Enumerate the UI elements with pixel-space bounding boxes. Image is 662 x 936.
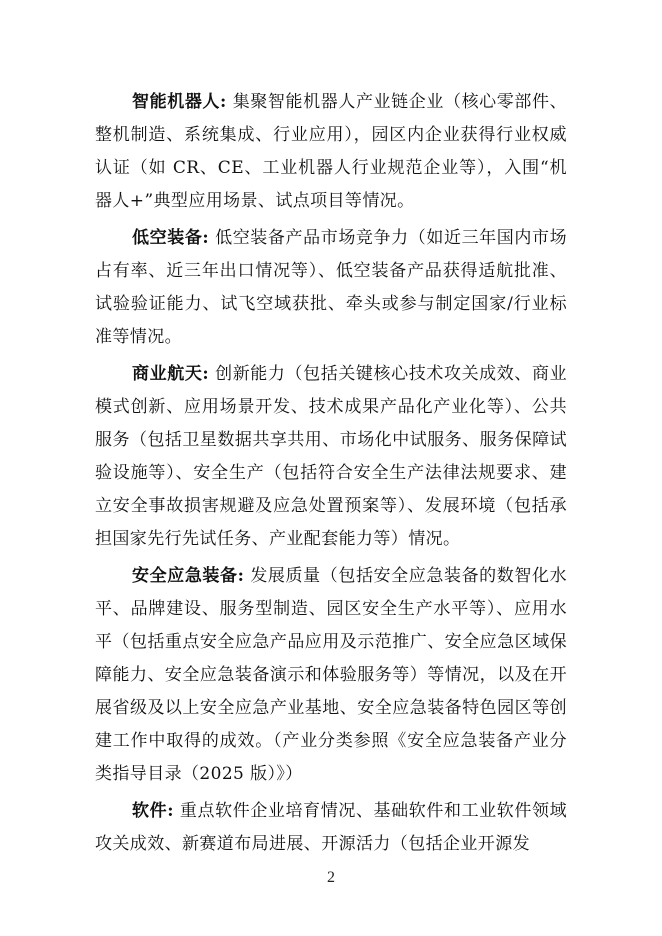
paragraph-lead: 安全应急装备: (132, 566, 245, 586)
paragraph-text: 创新能力（包括关键核心技术攻关成效、商业模式创新、应用场景开发、技术成果产品化产业化等）、公共服务（包括卫星数据共享共用、市场化中试服务、服务保障试验设施等）、安全生产（包括符合安全生产法律法规要求、建立安全事故损害规避及应急处置预案等）、发展环境（包括承担国家先行先试任务、产业配套能力等）情况。 (95, 364, 567, 549)
paragraph-text: 低空装备产品市场竞争力（如近三年国内市场占有率、近三年出口情况等）、低空装备产品获得适航批准、试验验证能力、试飞空域获批、牵头或参与制定国家/行业标准等情况。 (95, 228, 567, 347)
paragraph-text: 发展质量（包括安全应急装备的数智化水平、品牌建设、服务型制造、园区安全生产水平等）、应用水平（包括重点安全应急产品应用及示范推广、安全应急区域保障能力、安全应急装备演示和体验服务等）等情况，以及在开展省级及以上安全应急产业基地、安全应急装备特色园区等创建工作中取得的成效。（产业分类参照《安全应急装备产业分类指导目录（2025 版）》） (95, 566, 567, 784)
paragraph-lead: 智能机器人: (132, 92, 227, 112)
paragraph-intelligent-robots (95, 86, 567, 218)
paragraph-lead: 商业航天: (132, 364, 210, 384)
paragraph-safety-emergency-equipment (95, 560, 567, 791)
document-body (95, 86, 567, 865)
paragraph-commercial-aerospace (95, 358, 567, 556)
paragraph-software (95, 795, 567, 861)
paragraph-low-altitude-equipment (95, 222, 567, 354)
paragraph-lead: 低空装备: (132, 228, 210, 248)
paragraph-lead: 软件: (132, 801, 174, 821)
page-number: 2 (327, 869, 335, 886)
paragraph-text: 集聚智能机器人产业链企业（核心零部件、整机制造、系统集成、行业应用），园区内企业获得行业权威认证（如 CR、CE、工业机器人行业规范企业等），入围“机器人+”典型应用场景、试点项目等情况。 (95, 92, 567, 211)
paragraph-text: 重点软件企业培育情况、基础软件和工业软件领域攻关成效、新赛道布局进展、开源活力（包括企业开源发 (95, 801, 567, 854)
